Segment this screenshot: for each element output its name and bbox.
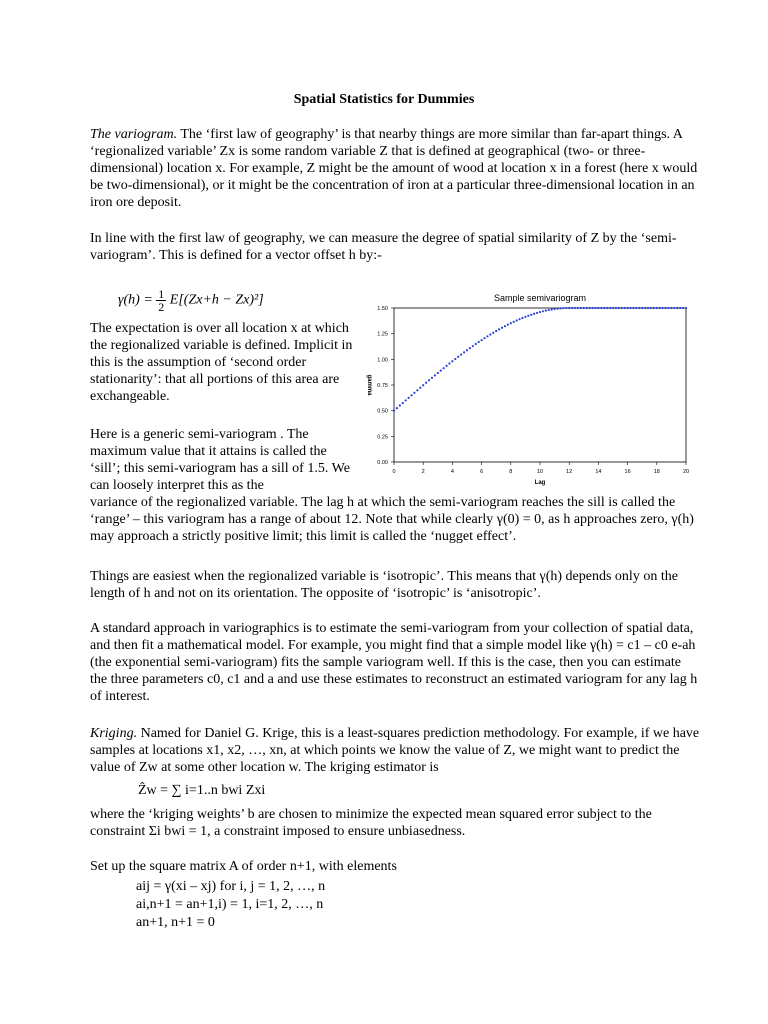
formula-numerator: 1 [158,287,165,301]
formula-semivariogram [118,288,264,313]
data-point [483,337,485,339]
data-point [524,316,526,318]
paragraph-isotropic: Things are easiest when the regionalized variable is ‘isotropic’. This means that γ(h) depends only on the length of h and not on its orientation. The opposite of ‘isotropic’ is ‘anisotropic’. [90,569,678,601]
data-point [431,377,433,379]
data-point [615,307,617,309]
data-point [422,384,424,386]
data-point [510,322,512,324]
data-point [527,315,529,317]
semivariogram-chart [356,290,696,490]
data-point [495,330,497,332]
paragraph-range-nugget: variance of the regionalized variable. The lag h at which the semi-variogram reaches the sill is called the ‘range’ – this variogram has a range of about 12. Note that while clearly γ(0) = 0, as h approaches zero, γ(h) may approach a strictly positive limit; this limit is called the ‘nugget effect’. [90,495,694,544]
paragraph-semivariogram-intro: In line with the first law of geography, we can measure the degree of spatial similarity of Z by the ‘semi-variogram’. This is defined for a vector offset h by:- [90,231,677,263]
data-point [437,372,439,374]
x-tick-label: 2 [421,469,425,475]
data-point [571,307,573,309]
formula-denominator: 2 [158,300,165,314]
formula-rhs: E[(Zx+h − Zx)²] [169,292,264,308]
data-point [481,339,483,341]
data-point [539,311,541,313]
data-point [621,307,623,309]
section-heading-kriging: Kriging. [90,726,138,741]
data-point [402,402,404,404]
x-tick-label: 10 [536,469,544,475]
data-point [673,307,675,309]
data-point [612,307,614,309]
data-point [650,307,652,309]
data-point [586,307,588,309]
data-point [530,314,532,316]
x-tick-label: 12 [566,469,573,475]
matrix-element-line-3: an+1, n+1 = 0 [136,915,215,930]
data-point [556,308,558,310]
data-point [624,307,626,309]
data-point [463,351,465,353]
data-point [682,307,684,309]
data-point [521,317,523,319]
x-tick-label: 8 [509,469,513,475]
data-point [419,387,421,389]
data-point [606,307,608,309]
x-tick-label: 4 [450,469,454,475]
matrix-element-line-2: ai,n+1 = an+1,i) = 1, i=1, 2, …, n [136,897,324,912]
data-point [492,332,494,334]
data-point [679,307,681,309]
data-point [445,365,447,367]
data-point [486,335,488,337]
data-point [545,310,547,312]
paragraph-kriging-weights: where the ‘kriging weights’ b are chosen to minimize the expected mean squared error subject to the constraint Σi bwi = 1, a constraint imposed to ensure unbiasedness. [90,807,652,839]
data-point [501,327,503,329]
data-point [609,307,611,309]
data-point [469,347,471,349]
data-point [638,307,640,309]
data-point [548,309,550,311]
x-tick-label: 18 [653,469,660,475]
data-point [562,307,564,309]
x-tick-label: 14 [595,469,602,475]
data-point [434,374,436,376]
section-heading-variogram: The variogram. [90,127,178,142]
y-tick-label: 0.00 [377,460,388,466]
data-point [627,307,629,309]
paragraph-variogram [90,126,700,211]
data-point [568,307,570,309]
data-point [641,307,643,309]
data-point [516,319,518,321]
x-tick-label: 6 [480,469,484,475]
data-point [574,307,576,309]
data-point [618,307,620,309]
data-point [664,307,666,309]
data-point [685,307,687,309]
data-point [507,324,509,326]
data-point [600,307,602,309]
data-point [460,353,462,355]
data-point [589,307,591,309]
data-point [410,394,412,396]
data-point [629,307,631,309]
paragraph-generic-semivariogram: Here is a generic semi-variogram . The maximum value that it attains is called the ‘sill’; this semi-variogram has a sill of 1.5. We can loosely interpret this as the [90,427,350,493]
data-point [472,345,474,347]
y-tick-label: 0.25 [377,434,388,441]
data-point [577,307,579,309]
data-point [559,307,561,309]
data-point [443,367,445,369]
data-point [457,356,459,358]
x-tick-label: 16 [624,469,631,475]
y-tick-label: 0.50 [377,408,388,415]
data-point [554,308,556,310]
data-point [667,307,669,309]
data-point [580,307,582,309]
data-point [597,307,599,309]
x-axis-label: Lag [534,480,546,486]
data-point [591,307,593,309]
paragraph-variogram-text: The ‘first law of geography’ is that nearby things are more similar than far-apart things. A ‘regionalized variable’ Zx is some random variable Z that is defined at geographical (two- or three-dimensional) location x. For example, Z might be the amount of wood at location x in a forest (here x would be two-dimensional), or it might be the concentration of iron at a particular three-dimensional location in an iron ore deposit. [90,127,698,210]
data-point [440,369,442,371]
paragraph-variographics: A standard approach in variographics is to estimate the semi-variogram from your collection of spatial data, and then fit a mathematical model. For example, you might find that a simple model like γ(h) = c1 – c0 e-ah (the exponential semi-variogram) fits the sample variogram well. If this is the case, then you can estimate the three parameters c0, c1 and a and use these estimates to reconstruct an estimated variogram for any lag h of interest. [90,621,698,704]
data-point [454,358,456,360]
paragraph-kriging-text: Named for Daniel G. Krige, this is a least-squares prediction methodology. For example, if we have samples at locations x1, x2, …, xn, at which points we know the value of Z, we might want to predict the value of Zw at some other location w. The kriging estimator is [90,726,700,775]
data-point [583,307,585,309]
semivariogram-chart-svg [356,290,696,490]
data-point [413,392,415,394]
y-tick-label: 0.75 [377,383,388,389]
matrix-element-line-1: aij = γ(xi – xj) for i, j = 1, 2, …, n [136,879,326,894]
data-point [533,313,535,315]
data-point [659,307,661,309]
data-point [416,389,418,391]
data-point [504,325,506,327]
data-point [670,307,672,309]
x-tick-label: 0 [392,469,396,475]
data-point [603,307,605,309]
data-point [662,307,664,309]
data-point [451,360,453,362]
data-point [448,362,450,364]
data-point [396,407,398,409]
y-tick-label: 1.50 [377,306,388,312]
y-tick-label: 1.00 [377,357,388,364]
formula-fraction [156,288,166,313]
data-point [405,399,407,401]
data-point [498,328,500,330]
data-point [399,404,401,406]
data-point [425,382,427,384]
data-point [428,379,430,381]
data-point [536,312,538,314]
data-point [393,410,395,412]
paragraph-matrix-setup: Set up the square matrix A of order n+1, with elements [90,859,397,874]
data-point [647,307,649,309]
data-point [594,307,596,309]
y-axis-label: gamma [366,374,372,396]
data-point [518,318,520,320]
paragraph-kriging [90,725,700,776]
formula-kriging-estimator: Ẑw = ∑ i=1..n bwi Zxi [138,783,266,798]
data-point [676,307,678,309]
y-tick-label: 1.25 [377,331,388,338]
data-point [513,321,515,323]
data-point [653,307,655,309]
data-point [478,341,480,343]
x-tick-label: 20 [682,469,690,475]
data-point [466,349,468,351]
data-point [542,310,544,312]
formula-lhs: γ(h) = [118,292,153,308]
data-point [635,307,637,309]
data-point [565,307,567,309]
document-title: Spatial Statistics for Dummies [293,92,475,107]
data-point [408,397,410,399]
paragraph-expectation: The expectation is over all location x at which the regionalized variable is defined. Implicit in this is the assumption of ‘second order stationarity’: that all portions of this area are exchangeable. [90,321,353,404]
chart-title: Sample semivariogram [493,293,587,303]
data-point [475,343,477,345]
data-point [551,308,553,310]
data-point [489,333,491,335]
data-point [656,307,658,309]
data-point [632,307,634,309]
chart-frame [394,308,686,462]
data-point [644,307,646,309]
